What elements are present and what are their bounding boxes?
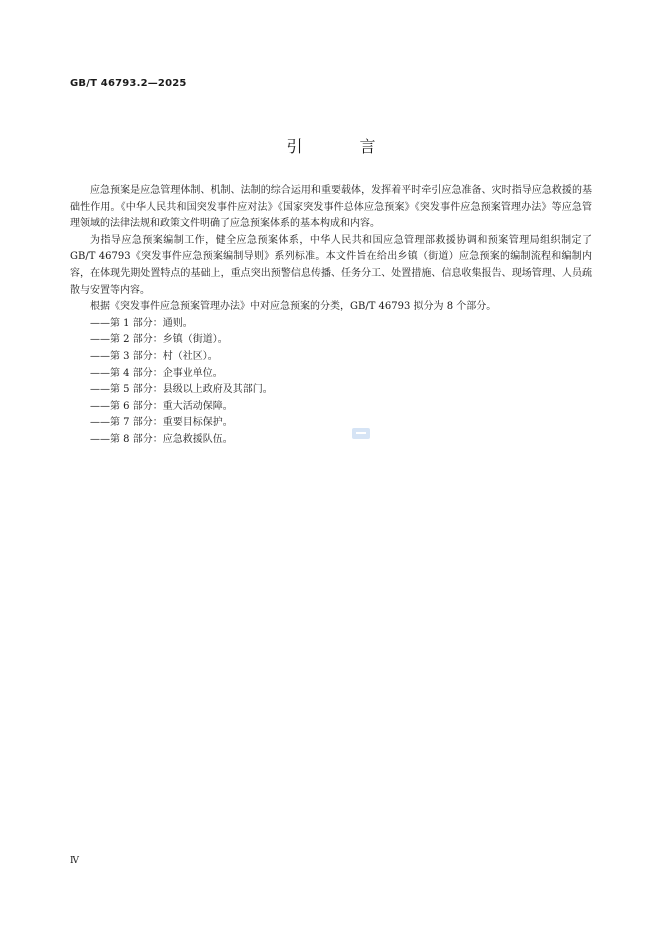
intro-paragraph-2: 为指导应急预案编制工作，健全应急预案体系，中华人民共和国应急管理部救援协调和预案管理局组织制定了 GB/T 46793《突发事件应急预案编制导则》系列标准。本文件旨在给出乡镇（街道）应急预案的编制流程和编制内容，在体现先期处置特点的基础上，重点突出预警信息传播、任务分工、处置措施、信息收集报告、现场管理、人员疏散与安置等内容。	[70, 234, 592, 296]
list-item: ——第 5 部分：县级以上政府及其部门。	[90, 384, 273, 396]
introduction-body	[70, 183, 592, 449]
list-item: ——第 6 部分：重大活动保障。	[90, 400, 233, 412]
page-number: Ⅳ	[70, 856, 79, 866]
parts-list	[70, 316, 592, 449]
list-item: ——第 2 部分：乡镇（街道）。	[90, 334, 228, 346]
page-title: 引 言	[286, 137, 402, 156]
intro-paragraph-1: 应急预案是应急管理体制、机制、法制的综合运用和重要载体，发挥着平时牵引应急准备、灾时指导应急救援的基础性作用。《中华人民共和国突发事件应对法》《国家突发事件总体应急预案》《突发事件应急预案管理办法》等应急管理领域的法律法规和政策文件明确了应急预案体系的基本构成和内容。	[70, 185, 592, 230]
list-item: ——第 1 部分：通则。	[90, 317, 193, 329]
list-item: ——第 8 部分：应急救援队伍。	[90, 433, 233, 445]
list-item: ——第 4 部分：企事业单位。	[90, 367, 223, 379]
list-item: ——第 7 部分：重要目标保护。	[90, 417, 233, 429]
standard-code-header: GB/T 46793.2—2025	[70, 78, 187, 89]
intro-paragraph-3: 根据《突发事件应急预案管理办法》中对应急预案的分类，GB/T 46793 拟分为 8 个部分。	[90, 301, 497, 313]
list-item: ——第 3 部分：村（社区）。	[90, 350, 218, 362]
watermark-stamp-icon	[352, 428, 370, 439]
